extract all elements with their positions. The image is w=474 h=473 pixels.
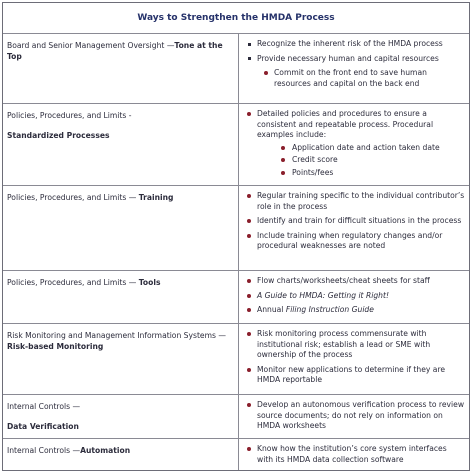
- row-content: [240, 186, 469, 270]
- row-label: [3, 271, 239, 323]
- list-item: Identify and train for difficult situations in the process: [246, 216, 465, 227]
- list-item: Flow charts/worksheets/cheat sheets for staff: [246, 276, 465, 287]
- table-row: [3, 395, 469, 439]
- table-row: [3, 439, 469, 470]
- row-label: [3, 439, 239, 470]
- list-item: Develop an autonomous verification process to review source documents; do not rely on information on HMDA worksheets: [246, 400, 465, 432]
- table-row: [3, 324, 469, 395]
- list-item: A Guide to HMDA: Getting it Right!: [246, 291, 465, 302]
- table-title: Ways to Strengthen the HMDA Process: [3, 3, 469, 34]
- list-item: Commit on the front end to save human resources and capital on the back end: [263, 68, 465, 89]
- row-content: [240, 271, 469, 323]
- row-content: [240, 395, 469, 438]
- row-content: [240, 34, 469, 103]
- list-item: [246, 305, 465, 316]
- list-item: Recognize the inherent risk of the HMDA process: [246, 39, 465, 50]
- row-label-emphasis: Training: [138, 193, 174, 202]
- row-label-prefix: Internal Controls —: [7, 402, 81, 411]
- hmda-table: [2, 2, 470, 471]
- list-item: Provide necessary human and capital resources: [246, 54, 465, 65]
- row-label: [3, 34, 239, 103]
- list-item: Risk monitoring process commensurate with institutional risk; establish a lead or SME with ownership of the process: [246, 329, 465, 361]
- row-content: [240, 439, 469, 470]
- row-label-prefix: Board and Senior Management Oversight —: [7, 41, 175, 50]
- list-item: Regular training specific to the individual contributor’s role in the process: [246, 191, 465, 212]
- row-label-emphasis: Tools: [138, 278, 161, 287]
- row-label-prefix: Policies, Procedures, and Limits —: [7, 278, 137, 287]
- row-label: [3, 395, 239, 438]
- list-item-title: Filing Instruction Guide: [285, 305, 374, 314]
- row-label: [3, 104, 239, 185]
- list-item: Monitor new applications to determine if they are HMDA reportable: [246, 365, 465, 386]
- row-content: [240, 104, 469, 185]
- row-label-emphasis: Standardized Processes: [7, 131, 110, 140]
- list-item: Include training when regulatory changes and/or procedural weaknesses are noted: [246, 231, 465, 252]
- row-label-prefix: Risk Monitoring and Management Information Systems —: [7, 331, 226, 340]
- table-row: [3, 104, 469, 186]
- list-item: Detailed policies and procedures to ensure a consistent and repeatable process. Procedural examples include:: [246, 109, 465, 141]
- row-label-emphasis: Tone at the Top: [7, 41, 223, 61]
- list-item: Know how the institution’s core system interfaces with its HMDA data collection software: [246, 444, 465, 465]
- table-row: [3, 271, 469, 324]
- row-label-prefix: Policies, Procedures, and Limits -: [7, 111, 132, 120]
- row-label-prefix: Policies, Procedures, and Limits —: [7, 193, 137, 202]
- row-label-prefix: Internal Controls —: [7, 446, 81, 455]
- row-label: [3, 186, 239, 270]
- row-label-emphasis: Automation: [80, 446, 131, 455]
- list-item-text: Annual: [257, 305, 284, 314]
- table-row: [3, 34, 469, 104]
- list-item: Credit score: [280, 155, 465, 166]
- row-label-emphasis: Risk-based Monitoring: [7, 342, 104, 351]
- list-item: Points/fees: [280, 168, 465, 179]
- row-label: [3, 324, 239, 394]
- row-content: [240, 324, 469, 394]
- row-label-emphasis: Data Verification: [7, 422, 79, 431]
- list-item: Application date and action taken date: [280, 143, 465, 154]
- table-row: [3, 186, 469, 271]
